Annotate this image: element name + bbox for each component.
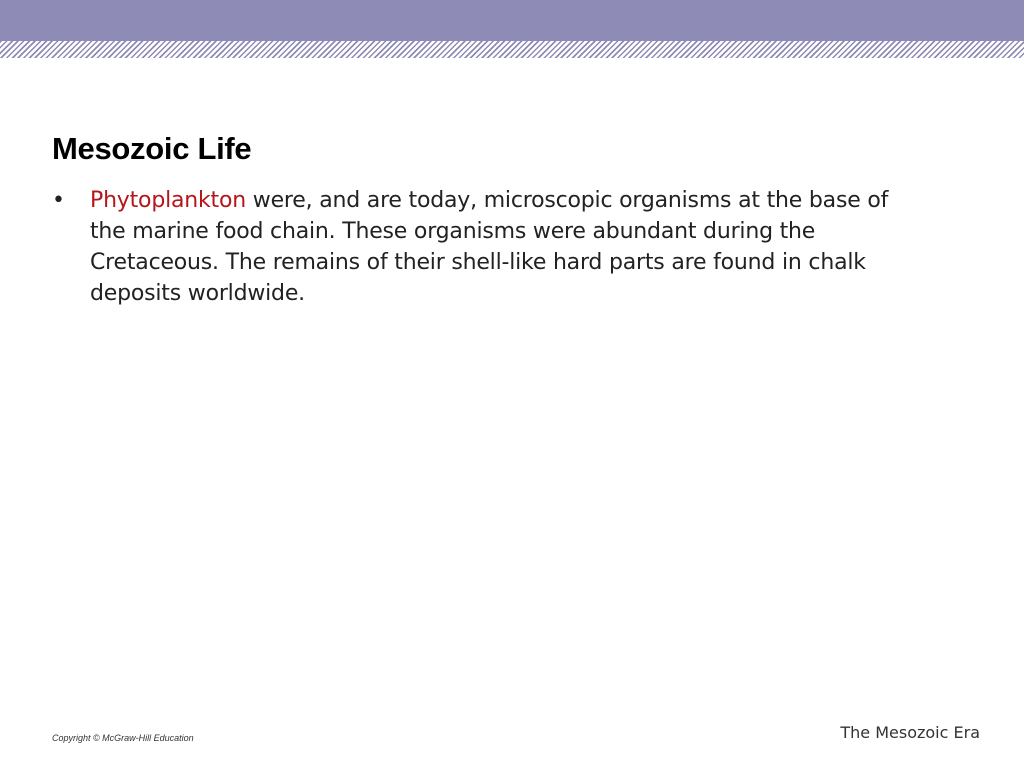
bullet-item — [52, 185, 912, 309]
slide-title: Mesozoic Life — [52, 131, 252, 166]
bullet-marker: • — [52, 188, 65, 213]
header-band — [0, 0, 1024, 41]
highlighted-term: Phytoplankton — [90, 188, 246, 213]
copyright-notice: Copyright © McGraw-Hill Education — [52, 733, 194, 743]
header-hatch-pattern — [0, 41, 1024, 58]
bullet-list — [52, 185, 912, 309]
bullet-text: were, and are today, microscopic organisms at the base of the marine food chain. These organisms were abundant during the Cretaceous. The remains of their shell-like hard parts are found in chalk deposits worldwide. — [90, 188, 889, 306]
footer-section-title: The Mesozoic Era — [840, 723, 980, 742]
